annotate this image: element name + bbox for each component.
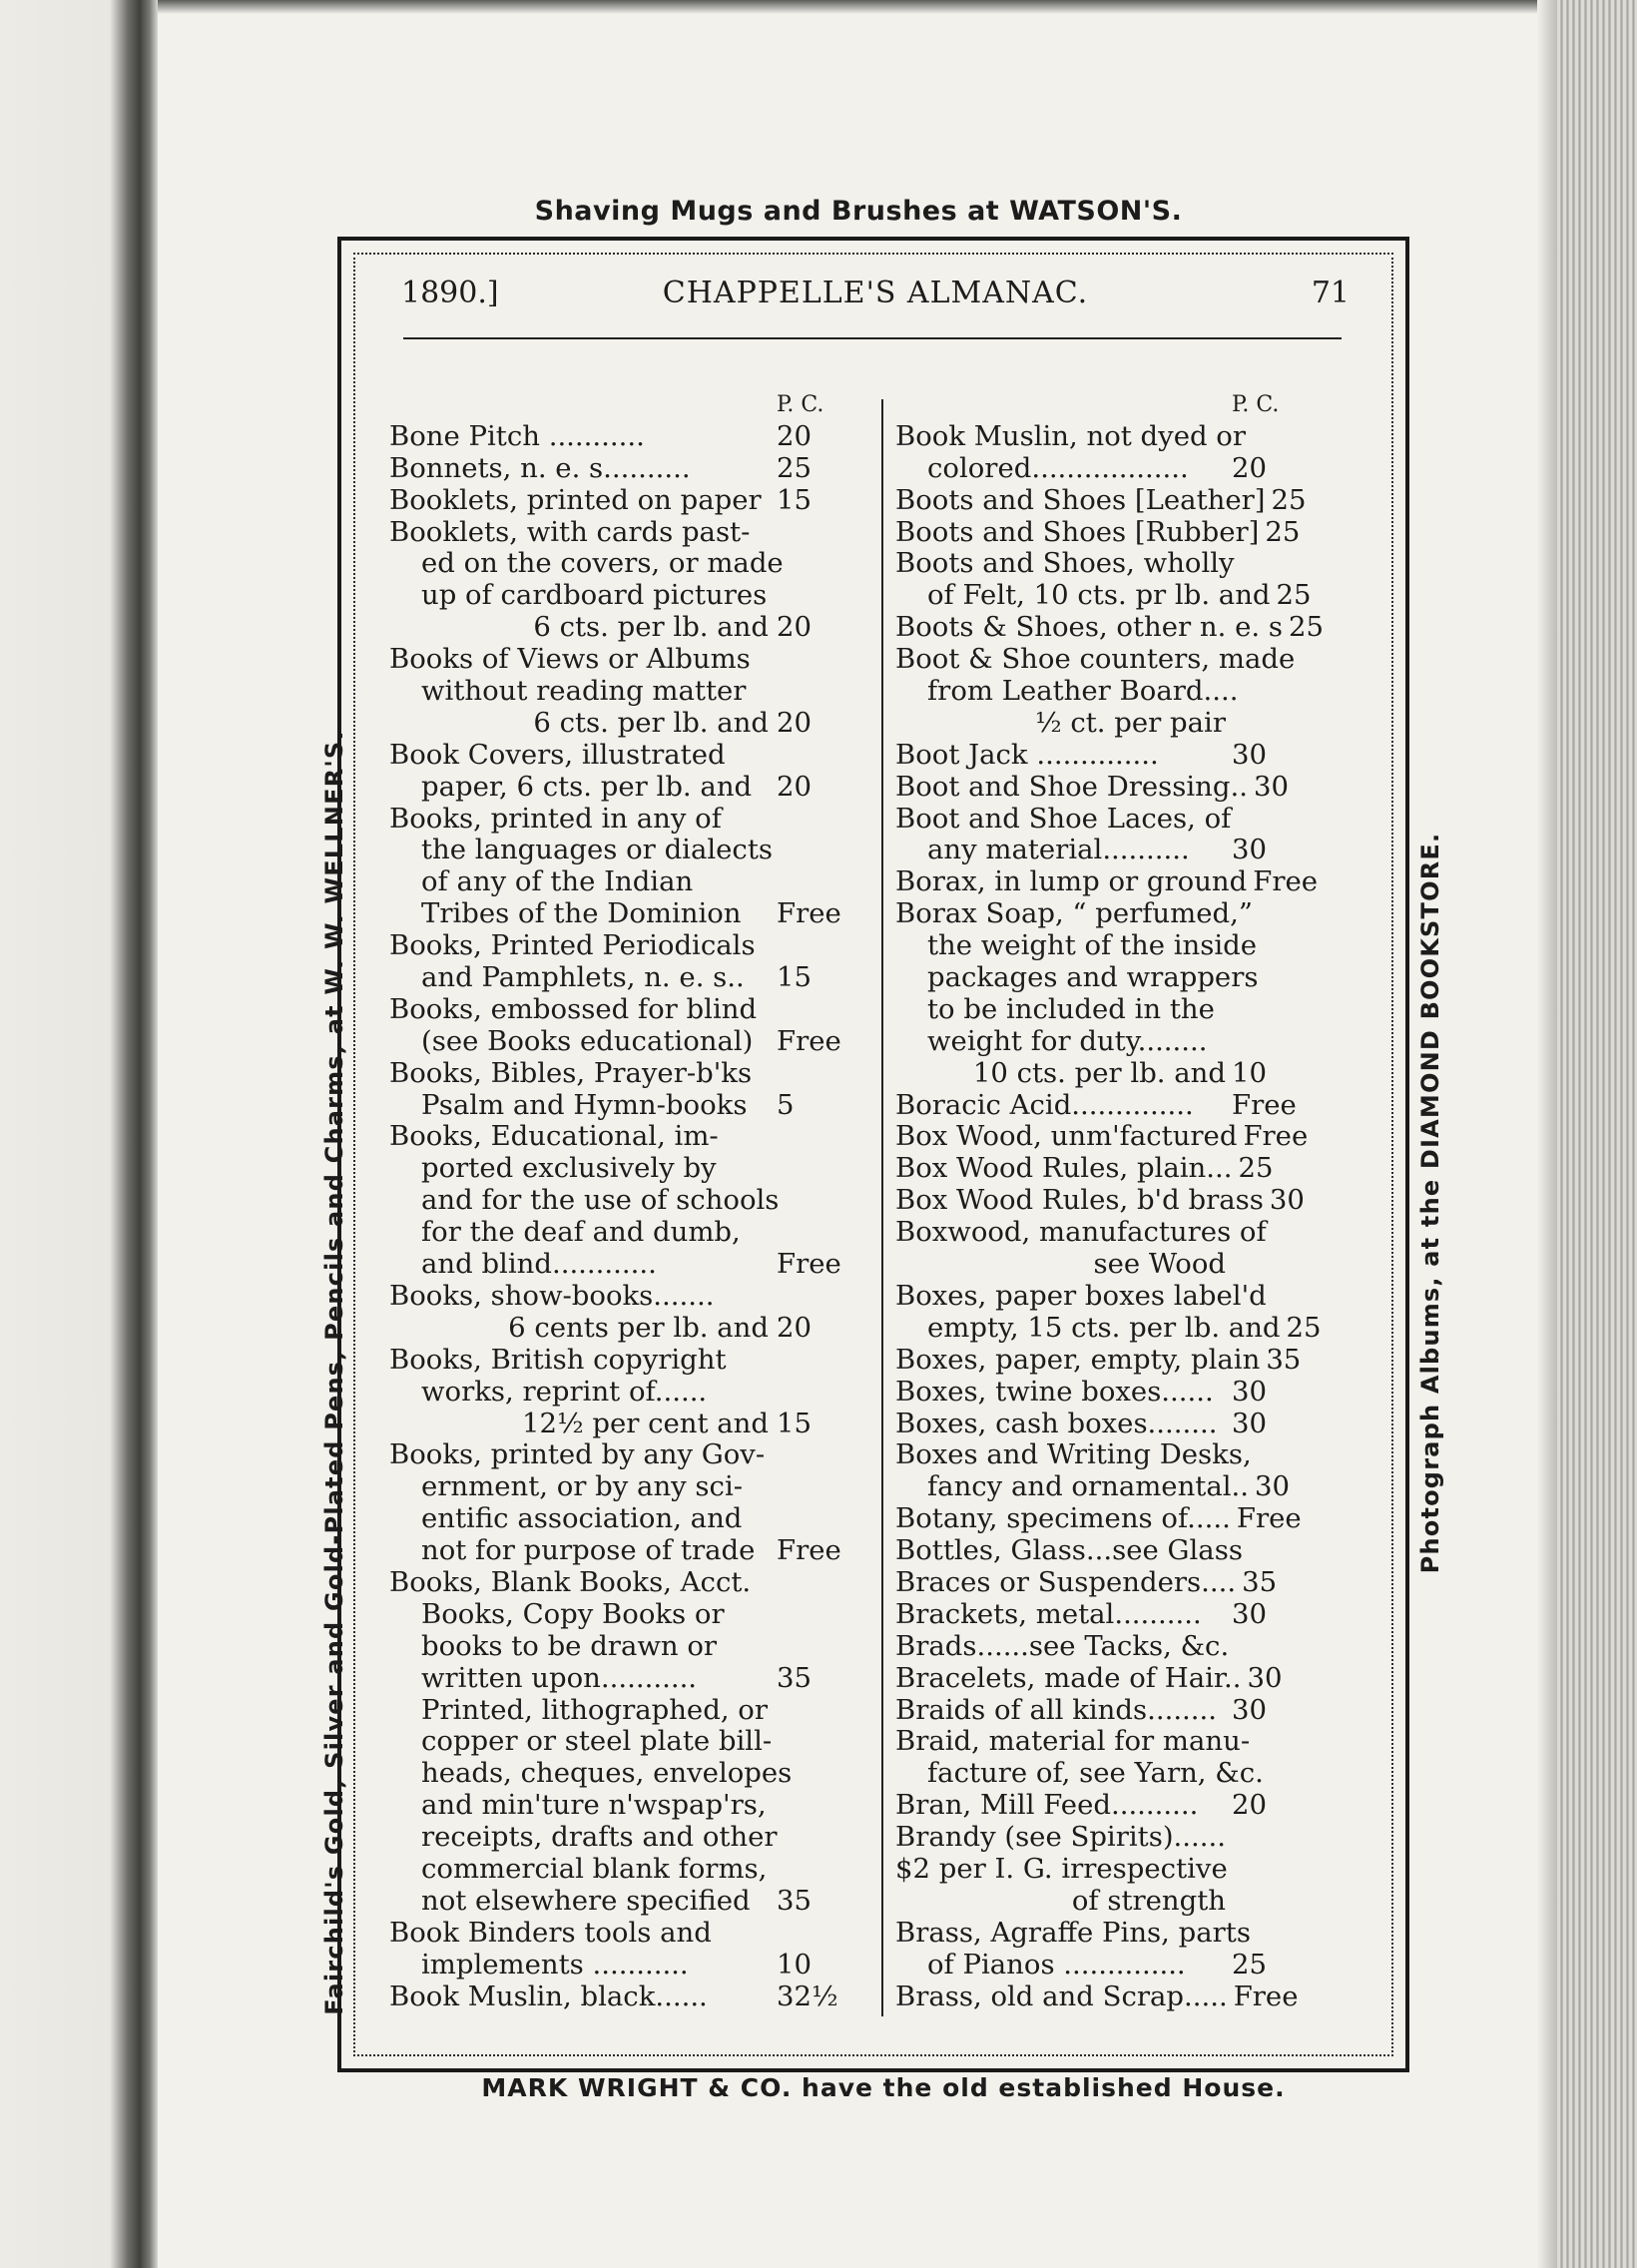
tariff-entry — [389, 1854, 838, 1886]
tariff-rate: 25 — [1265, 515, 1301, 548]
tariff-item-text: Boxes, twine boxes...... — [895, 1375, 1214, 1408]
tariff-entry — [895, 708, 1290, 740]
book-edge-left — [0, 0, 158, 2268]
tariff-item-text: Books, Blank Books, Acct. — [389, 1565, 752, 1598]
tariff-entry — [895, 835, 1290, 866]
tariff-item-text: Boracic Acid.............. — [895, 1088, 1194, 1121]
tariff-item-text: packages and wrappers — [927, 961, 1259, 994]
tariff-item-text: Books, embossed for blind — [389, 992, 758, 1025]
tariff-rate: 15 — [777, 1407, 812, 1439]
tariff-item-text: Books, Printed Periodicals — [389, 929, 756, 962]
tariff-entry — [895, 1663, 1290, 1695]
tariff-entry — [389, 1950, 838, 1982]
tariff-item-text: Box Wood, unm'factured — [895, 1120, 1238, 1153]
tariff-rate: 30 — [1232, 1375, 1267, 1408]
tariff-entry — [389, 517, 838, 549]
tariff-item-text: Books, show-books....... — [389, 1279, 715, 1312]
side-advertisement-right: Photograph Albums, at the DIAMOND BOOKSTORE. — [1416, 832, 1444, 1574]
tariff-entry — [389, 1185, 838, 1217]
tariff-item-text: for the deaf and dumb, — [421, 1216, 741, 1249]
tariff-item-text: Boxwood, manufactures of — [895, 1216, 1267, 1249]
tariff-item-text: Boxes and Writing Desks, — [895, 1438, 1252, 1471]
tariff-entry — [895, 1790, 1290, 1822]
tariff-entry — [895, 1249, 1290, 1281]
tariff-item-text: 6 cents per lb. and — [508, 1311, 769, 1344]
tariff-item-text: facture of, see Yarn, &c. — [927, 1757, 1264, 1790]
tariff-entry — [895, 740, 1290, 772]
tariff-entry — [389, 676, 838, 708]
tariff-item-text: and blind............ — [421, 1248, 657, 1281]
tariff-entry — [389, 804, 838, 836]
tariff-item-text: Book Muslin, not dyed or — [895, 419, 1247, 452]
tariff-rate: 20 — [1232, 1789, 1267, 1822]
tariff-entry — [895, 865, 1319, 898]
tariff-rate: 32½ — [777, 1980, 838, 2012]
tariff-entry — [895, 1854, 1290, 1886]
tariff-item-text: Boxes, cash boxes........ — [895, 1407, 1218, 1439]
page-stack-right — [1557, 0, 1637, 2268]
tariff-item-text: of Pianos .............. — [927, 1948, 1186, 1981]
tariff-entry — [895, 1343, 1302, 1377]
header-year: 1890.] — [401, 276, 499, 310]
tariff-item-text: ernment, or by any sci- — [421, 1470, 744, 1503]
tariff-entry — [895, 1153, 1290, 1185]
tariff-entry — [389, 644, 838, 676]
tariff-entry — [389, 1503, 838, 1535]
tariff-rate: 30 — [1232, 738, 1267, 771]
tariff-rate: 15 — [777, 483, 812, 516]
tariff-entry — [895, 1184, 1305, 1217]
tariff-entry — [895, 1695, 1290, 1727]
tariff-rate: 30 — [1255, 1470, 1291, 1503]
tariff-item-text: Brandy (see Spirits)...... — [895, 1821, 1226, 1854]
tariff-entry — [895, 1886, 1290, 1918]
tariff-item-text: Bracelets, made of Hair.. — [895, 1661, 1242, 1694]
tariff-rate: 30 — [1247, 1661, 1283, 1694]
tariff-rate: 25 — [1288, 611, 1324, 644]
tariff-entry — [895, 772, 1290, 804]
tariff-rate: 20 — [777, 611, 812, 644]
tariff-item-text: the languages or dialects — [421, 834, 773, 866]
tariff-entry — [895, 548, 1290, 580]
tariff-item-text: 6 cts. per lb. and — [533, 611, 769, 644]
tariff-column-right — [895, 389, 1324, 2012]
tariff-entry — [389, 1439, 838, 1471]
tariff-rate: 20 — [1232, 451, 1267, 484]
tariff-entry — [895, 930, 1290, 962]
tariff-rate: 30 — [1232, 1597, 1267, 1630]
tariff-item-text: $2 per I. G. irrespective — [895, 1852, 1228, 1885]
tariff-entry — [895, 676, 1290, 708]
tariff-entry — [389, 1758, 838, 1790]
tariff-item-text: and min'ture n'wspap'rs, — [421, 1789, 767, 1822]
tariff-entry — [389, 1121, 838, 1153]
tariff-entry — [389, 1377, 838, 1409]
tariff-item-text: Boots and Shoes [Rubber] — [895, 515, 1260, 548]
tariff-entry — [895, 962, 1290, 994]
tariff-item-text: (see Books educational) — [421, 1024, 754, 1057]
tariff-item-text: Boots and Shoes, wholly — [895, 547, 1235, 580]
tariff-item-text: ed on the covers, or made — [421, 547, 784, 580]
tariff-rate: Free — [777, 1534, 841, 1567]
tariff-entry — [895, 1758, 1290, 1790]
tariff-rate: 10 — [777, 1948, 812, 1981]
tariff-entry — [389, 835, 838, 866]
tariff-entry — [389, 1822, 838, 1854]
tariff-item-text: not elsewhere specified — [421, 1884, 751, 1917]
tariff-item-text: 10 cts. per lb. and — [972, 1056, 1226, 1089]
tariff-entry — [895, 1980, 1299, 2013]
header-title: CHAPPELLE'S ALMANAC. — [662, 276, 1089, 310]
tariff-entry — [895, 453, 1290, 485]
tariff-entry — [895, 579, 1312, 612]
tariff-entry — [895, 1726, 1290, 1758]
tariff-entry — [389, 548, 838, 580]
tariff-entry — [389, 612, 838, 644]
tariff-entry — [895, 1311, 1322, 1345]
tariff-rate: 30 — [1232, 1693, 1267, 1726]
tariff-entry — [389, 580, 838, 612]
tariff-item-text: from Leather Board.... — [927, 675, 1239, 708]
tariff-entry — [389, 1726, 838, 1758]
pc-label: P. C. — [777, 392, 824, 417]
tariff-item-text: Books of Views or Albums — [389, 643, 751, 676]
tariff-entry — [389, 1567, 838, 1599]
tariff-rate: 10 — [1232, 1056, 1267, 1089]
tariff-list-left — [389, 419, 841, 2013]
page-header — [401, 272, 1350, 321]
page-number: 71 — [1311, 276, 1350, 310]
tariff-item-text: Books, British copyright — [389, 1343, 727, 1376]
tariff-entry — [389, 1409, 838, 1440]
tariff-item-text: empty, 15 cts. per lb. and — [927, 1311, 1281, 1344]
tariff-item-text: works, reprint of...... — [421, 1375, 708, 1408]
tariff-item-text: Boots & Shoes, other n. e. s — [895, 611, 1283, 644]
tariff-item-text: of strength — [1071, 1884, 1226, 1917]
tariff-item-text: Books, Educational, im- — [389, 1120, 719, 1153]
tariff-item-text: Boot and Shoe Dressing.. — [895, 770, 1248, 803]
bottom-advertisement: MARK WRIGHT & CO. have the old established House. — [481, 2073, 1286, 2102]
tariff-entry — [895, 1822, 1290, 1854]
tariff-item-text: Borax, in lump or ground — [895, 865, 1248, 898]
tariff-item-text: Book Covers, illustrated — [389, 738, 726, 771]
top-advertisement: Shaving Mugs and Brushes at WATSON'S. — [534, 196, 1183, 227]
tariff-entry — [895, 804, 1290, 836]
tariff-item-text: heads, cheques, envelopes — [421, 1757, 793, 1790]
tariff-item-text: Books, Bibles, Prayer-b'ks — [389, 1056, 753, 1089]
tariff-entry — [895, 1567, 1290, 1599]
tariff-list-right — [895, 419, 1324, 2013]
tariff-rate: 35 — [777, 1661, 812, 1694]
tariff-entry — [895, 643, 1296, 676]
tariff-item-text: Box Wood Rules, b'd brass — [895, 1184, 1264, 1217]
tariff-item-text: the weight of the inside — [927, 929, 1258, 962]
tariff-item-text: entific association, and — [421, 1502, 743, 1535]
tariff-rate: 30 — [1269, 1184, 1305, 1217]
tariff-entry — [895, 898, 1290, 930]
tariff-entry — [389, 1599, 838, 1631]
tariff-rate: 20 — [777, 419, 812, 452]
tariff-entry — [389, 1982, 838, 2013]
tariff-entry — [389, 930, 838, 962]
tariff-item-text: Brass, Agraffe Pins, parts — [895, 1916, 1251, 1949]
tariff-item-text: up of cardboard pictures — [421, 579, 768, 612]
tariff-item-text: not for purpose of trade — [421, 1534, 756, 1567]
tariff-item-text: Box Wood Rules, plain... — [895, 1152, 1233, 1185]
tariff-item-text: implements ........... — [421, 1948, 689, 1981]
tariff-item-text: Boots and Shoes [Leather] — [895, 483, 1266, 516]
pc-label: P. C. — [1232, 392, 1280, 417]
tariff-entry — [389, 1886, 838, 1918]
tariff-item-text: without reading matter — [421, 675, 747, 708]
page-shadow-right — [1537, 0, 1559, 2268]
tariff-entry — [895, 1631, 1290, 1663]
tariff-entry — [895, 1409, 1290, 1440]
tariff-entry — [895, 1535, 1290, 1567]
tariff-item-text: Books, printed in any of — [389, 802, 722, 835]
tariff-rate: 30 — [1232, 834, 1267, 866]
tariff-item-text: paper, 6 cts. per lb. and — [421, 770, 753, 803]
tariff-rate: 20 — [777, 1311, 812, 1344]
tariff-item-text: Books, Copy Books or — [421, 1597, 725, 1630]
tariff-rate: 25 — [1238, 1152, 1274, 1185]
tariff-item-text: of Felt, 10 cts. pr lb. and — [927, 579, 1271, 612]
tariff-rate: 25 — [1271, 483, 1307, 516]
tariff-entry — [389, 485, 838, 517]
tariff-item-text: and Pamphlets, n. e. s.. — [421, 961, 745, 994]
side-advertisement-left: Fairchild's Gold, Silver and Gold-Plated Pens, Pencils and Charms, at W. W. WELLNER'S. — [320, 730, 348, 2015]
tariff-entry — [389, 708, 838, 740]
header-rule — [403, 337, 1342, 339]
tariff-item-text: 12½ per cent and — [521, 1407, 769, 1439]
tariff-item-text: weight for duty........ — [927, 1024, 1208, 1057]
tariff-entry — [895, 611, 1324, 644]
tariff-rate: 30 — [1232, 1407, 1267, 1439]
tariff-rate: Free — [777, 1024, 841, 1057]
tariff-item-text: Bonnets, n. e. s.......... — [389, 451, 691, 484]
tariff-entry — [895, 421, 1290, 453]
tariff-entry — [895, 1950, 1290, 1982]
tariff-item-text: books to be drawn or — [421, 1629, 718, 1662]
tariff-rate: 30 — [1253, 770, 1289, 803]
tariff-item-text: ½ ct. per pair — [1034, 706, 1226, 739]
tariff-item-text: Books, printed by any Gov- — [389, 1438, 766, 1471]
tariff-entry — [895, 1439, 1290, 1471]
tariff-entry — [389, 1695, 838, 1727]
tariff-rate: Free — [1236, 1502, 1302, 1535]
tariff-entry — [895, 1918, 1290, 1950]
tariff-entry — [389, 453, 838, 485]
tariff-item-text: colored.................. — [927, 451, 1189, 484]
tariff-rate: Free — [1253, 865, 1319, 898]
tariff-entry — [389, 1153, 838, 1185]
tariff-rate: Free — [1243, 1120, 1309, 1153]
tariff-item-text: Bottles, Glass...see Glass — [895, 1534, 1243, 1567]
tariff-entry — [895, 1217, 1290, 1249]
tariff-item-text: Borax Soap, “ perfumed,” — [895, 897, 1253, 930]
tariff-item-text: Brass, old and Scrap..... — [895, 1980, 1228, 2012]
tariff-item-text: Bran, Mill Feed.......... — [895, 1789, 1199, 1822]
tariff-entry — [389, 1024, 841, 1058]
tariff-item-text: Booklets, with cards past- — [389, 515, 751, 548]
tariff-entry — [389, 897, 841, 930]
tariff-entry — [389, 1471, 838, 1503]
tariff-rate: Free — [1232, 1088, 1297, 1121]
tariff-entry — [895, 1058, 1290, 1090]
tariff-item-text: Book Binders tools and — [389, 1916, 712, 1949]
book-edge-top — [158, 0, 1555, 14]
tariff-item-text: Printed, lithographed, or — [421, 1693, 768, 1726]
tariff-entry — [895, 483, 1307, 517]
tariff-rate: 20 — [777, 770, 812, 803]
tariff-rate: 35 — [777, 1884, 812, 1917]
tariff-entry — [895, 1471, 1290, 1503]
tariff-rate: 20 — [777, 706, 812, 739]
tariff-entry — [895, 1502, 1302, 1535]
tariff-entry — [389, 1534, 841, 1567]
tariff-item-text: Braids of all kinds........ — [895, 1693, 1218, 1726]
tariff-entry — [389, 772, 838, 804]
tariff-entry — [389, 1281, 838, 1313]
tariff-column-left — [389, 389, 841, 2012]
tariff-entry — [895, 1599, 1290, 1631]
tariff-entry — [389, 866, 838, 898]
tariff-item-text: Boot Jack .............. — [895, 738, 1159, 771]
tariff-item-text: Tribes of the Dominion — [421, 897, 742, 930]
tariff-entry — [389, 962, 838, 994]
tariff-entry — [389, 740, 838, 772]
tariff-item-text: Brackets, metal.......... — [895, 1597, 1202, 1630]
tariff-entry — [389, 1313, 838, 1345]
tariff-entry — [389, 1058, 838, 1090]
tariff-item-text: Boxes, paper boxes label'd — [895, 1279, 1267, 1312]
tariff-entry — [895, 1281, 1290, 1313]
tariff-item-text: Book Muslin, black...... — [389, 1980, 708, 2012]
tariff-entry — [389, 994, 838, 1026]
tariff-item-text: fancy and ornamental.. — [927, 1470, 1250, 1503]
tariff-item-text: Psalm and Hymn-books — [421, 1088, 748, 1121]
tariff-rate: Free — [1233, 1980, 1299, 2012]
tariff-rate: 25 — [1286, 1311, 1322, 1344]
tariff-rate: 15 — [777, 961, 812, 994]
tariff-entry — [389, 421, 838, 453]
tariff-item-text: of any of the Indian — [421, 865, 694, 898]
tariff-item-text: any material.......... — [927, 834, 1190, 866]
tariff-item-text: Booklets, printed on paper — [389, 483, 762, 516]
tariff-item-text: Bone Pitch ........... — [389, 419, 645, 452]
tariff-entry — [389, 1248, 841, 1281]
tariff-item-text: to be included in the — [927, 992, 1215, 1025]
tariff-item-text: 6 cts. per lb. and — [533, 706, 769, 739]
tariff-entry — [389, 1631, 838, 1663]
tariff-rate: Free — [777, 1248, 841, 1281]
tariff-entry — [895, 994, 1290, 1026]
tariff-item-text: copper or steel plate bill- — [421, 1725, 773, 1758]
tariff-item-text: and for the use of schools — [421, 1184, 780, 1217]
tariff-item-text: Braid, material for manu- — [895, 1725, 1251, 1758]
tariff-entry — [389, 1663, 838, 1695]
tariff-entry — [895, 1088, 1297, 1122]
tariff-rate: 5 — [777, 1088, 795, 1121]
tariff-item-text: Boxes, paper, empty, plain — [895, 1343, 1261, 1376]
tariff-item-text: ported exclusively by — [421, 1152, 717, 1185]
tariff-entry — [895, 1026, 1290, 1058]
tariff-entry — [389, 1790, 838, 1822]
tariff-rate: 25 — [777, 451, 812, 484]
tariff-entry — [389, 1345, 838, 1377]
column-divider — [881, 399, 883, 2016]
tariff-item-text: Boot & Shoe counters, made — [895, 643, 1296, 676]
tariff-rate: 25 — [1276, 579, 1312, 612]
column-header — [895, 389, 1290, 421]
column-header — [389, 389, 838, 421]
tariff-entry — [895, 515, 1301, 549]
tariff-item-text: see Wood — [1093, 1248, 1226, 1281]
tariff-entry — [895, 1377, 1290, 1409]
tariff-entry — [895, 1120, 1309, 1153]
tariff-entry — [389, 1090, 838, 1122]
tariff-item-text: receipts, drafts and other — [421, 1821, 778, 1854]
tariff-item-text: Braces or Suspenders.... — [895, 1565, 1237, 1598]
tariff-entry — [389, 1217, 838, 1249]
tariff-item-text: commercial blank forms, — [421, 1852, 768, 1885]
tariff-item-text: Botany, specimens of..... — [895, 1502, 1231, 1535]
tariff-rate: Free — [777, 897, 841, 930]
tariff-item-text: written upon........... — [421, 1661, 698, 1694]
tariff-rate: 25 — [1232, 1948, 1267, 1981]
tariff-item-text: Brads......see Tacks, &c. — [895, 1629, 1230, 1662]
tariff-item-text: Boot and Shoe Laces, of — [895, 802, 1232, 835]
tariff-rate: 35 — [1242, 1565, 1278, 1598]
tariff-rate: 35 — [1266, 1343, 1302, 1376]
tariff-entry — [389, 1918, 838, 1950]
